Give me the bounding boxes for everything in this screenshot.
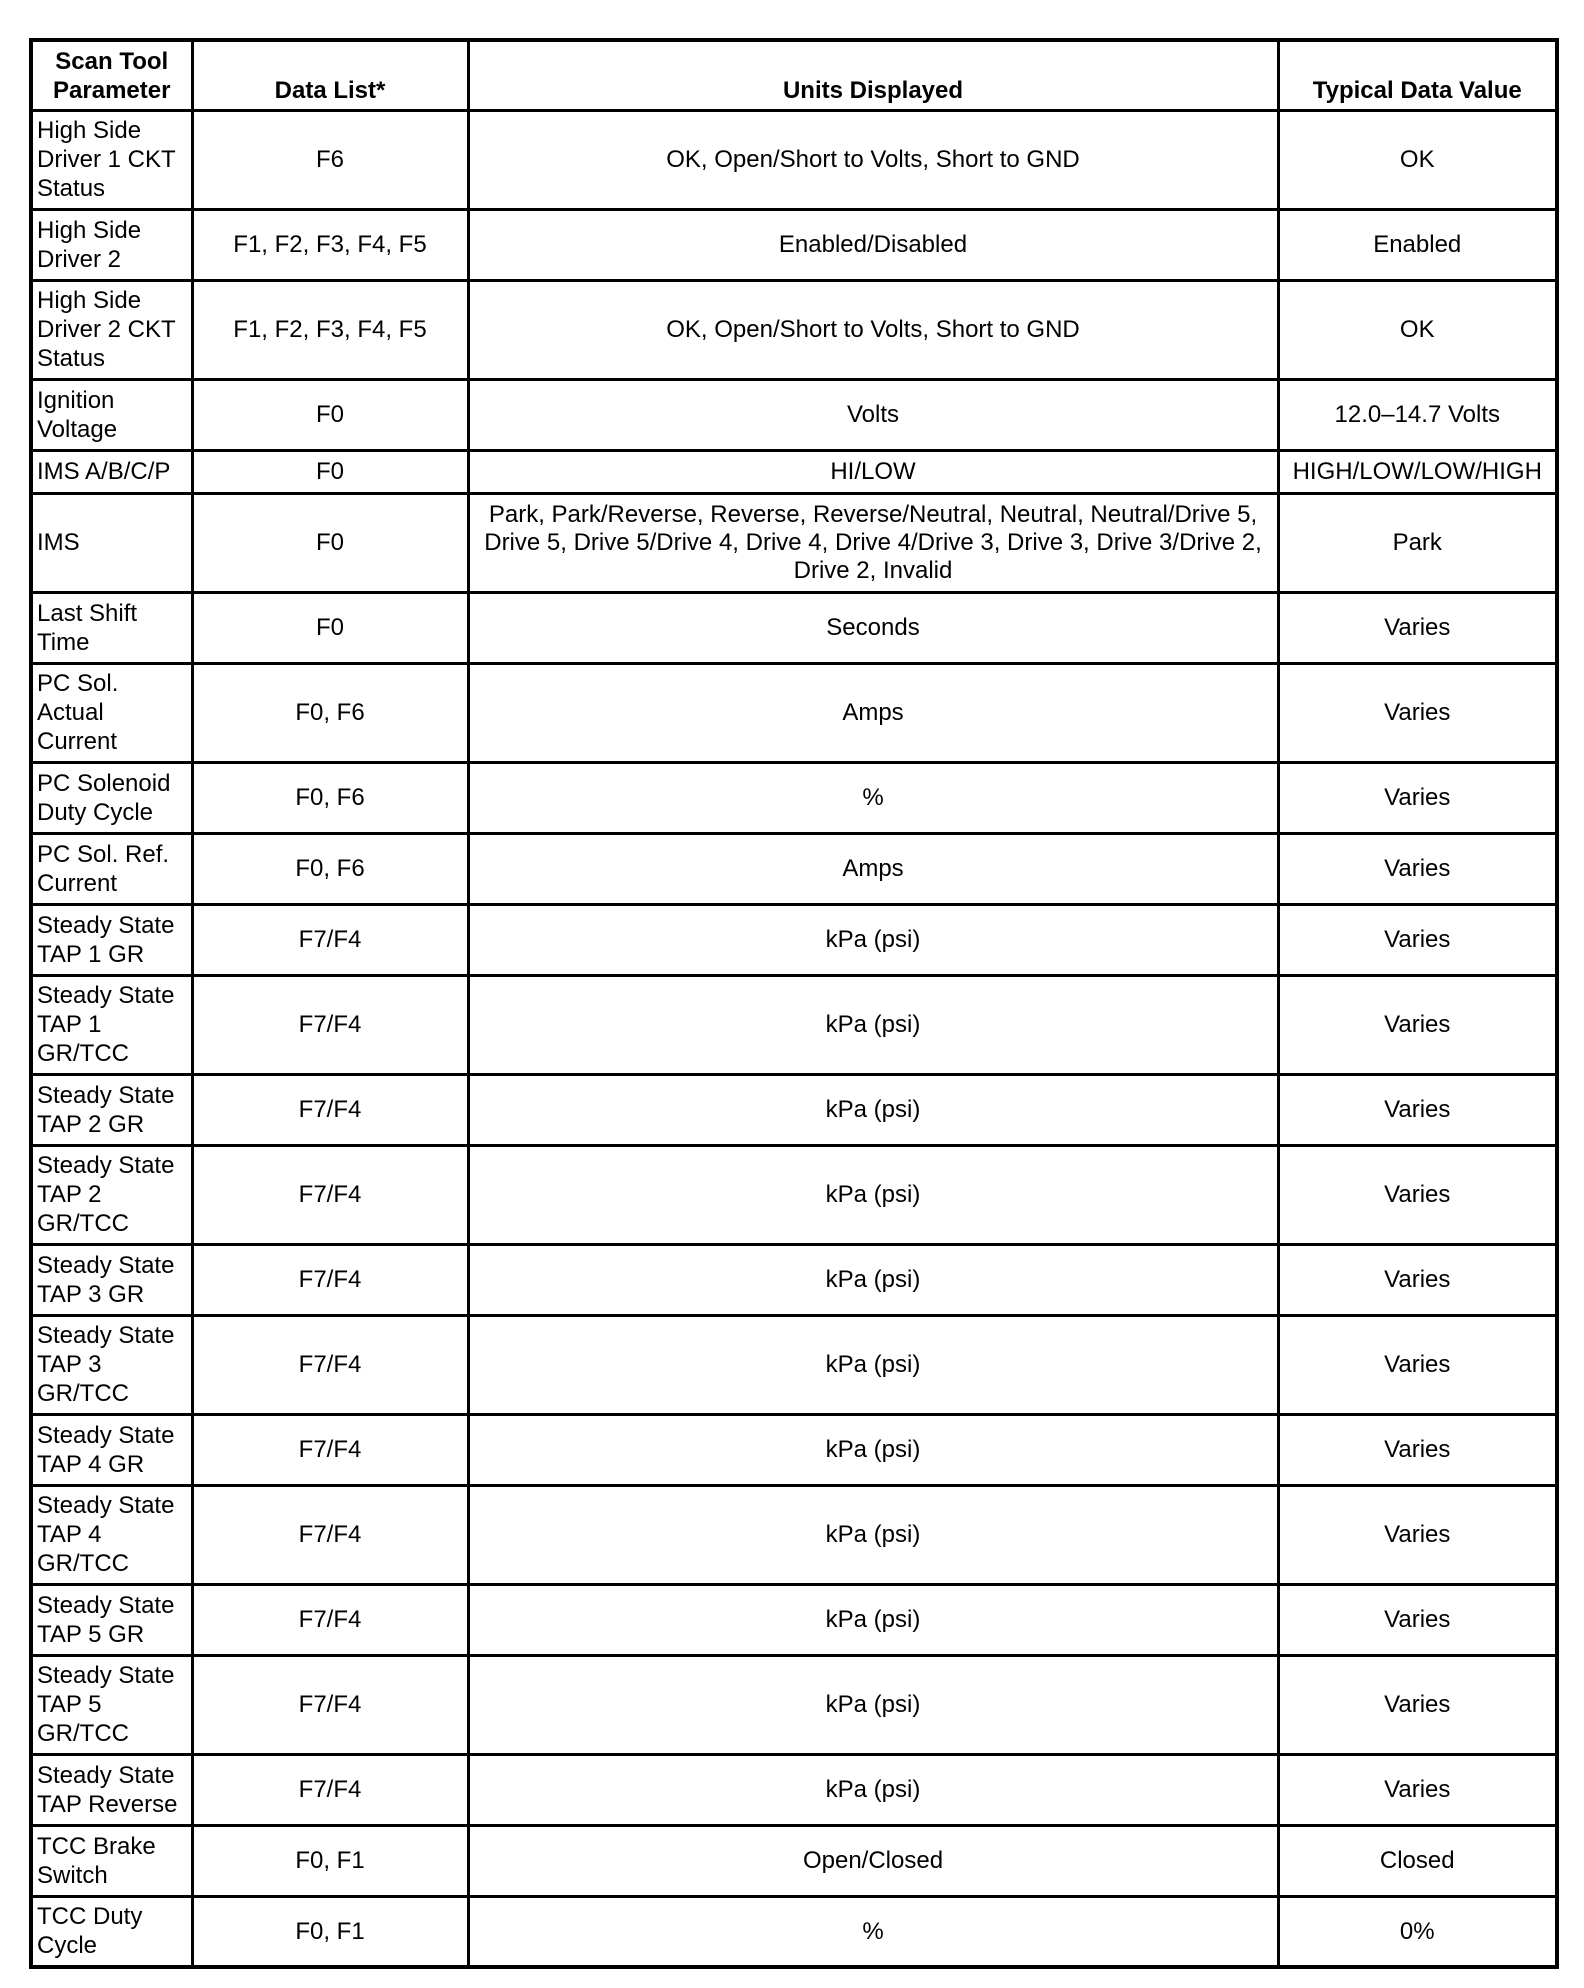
cell-typical: Varies (1278, 1655, 1557, 1754)
cell-typical: Varies (1278, 1244, 1557, 1315)
cell-parameter: Steady State TAP 2 GR/TCC (31, 1145, 192, 1244)
header-row (31, 40, 1557, 110)
table-body (31, 110, 1557, 1967)
cell-data-list: F7/F4 (192, 1074, 468, 1145)
cell-units: Park, Park/Reverse, Reverse, Reverse/Neutral, Neutral, Neutral/Drive 5, Drive 5, Drive 5/Drive 4, Drive 4, Drive 4/Drive 3, Drive 3, Drive 3/Drive 2, Drive 2, Invalid (468, 493, 1278, 592)
cell-units: % (468, 762, 1278, 833)
table-row (31, 975, 1557, 1074)
cell-typical: Closed (1278, 1825, 1557, 1896)
cell-units: kPa (psi) (468, 1485, 1278, 1584)
table-row (31, 280, 1557, 379)
cell-units: kPa (psi) (468, 1414, 1278, 1485)
table-row (31, 1244, 1557, 1315)
cell-units: kPa (psi) (468, 1754, 1278, 1825)
header-scan-tool-parameter: Scan Tool Parameter (31, 40, 192, 110)
cell-typical: Varies (1278, 1584, 1557, 1655)
cell-data-list: F0 (192, 379, 468, 450)
cell-data-list: F7/F4 (192, 1754, 468, 1825)
table-header (31, 40, 1557, 110)
cell-parameter: Steady State TAP 3 GR (31, 1244, 192, 1315)
cell-units: Amps (468, 663, 1278, 762)
cell-data-list: F0, F6 (192, 762, 468, 833)
cell-parameter: Steady State TAP 5 GR (31, 1584, 192, 1655)
cell-data-list: F0, F6 (192, 833, 468, 904)
table-row (31, 1414, 1557, 1485)
cell-typical: OK (1278, 280, 1557, 379)
cell-data-list: F7/F4 (192, 975, 468, 1074)
table-row (31, 1754, 1557, 1825)
cell-typical: Varies (1278, 1485, 1557, 1584)
cell-units: kPa (psi) (468, 1584, 1278, 1655)
table-row (31, 1896, 1557, 1967)
cell-data-list: F7/F4 (192, 1145, 468, 1244)
table-row (31, 1074, 1557, 1145)
cell-data-list: F0, F1 (192, 1825, 468, 1896)
cell-units: Seconds (468, 592, 1278, 663)
cell-data-list: F6 (192, 110, 468, 209)
cell-parameter: Steady State TAP 3 GR/TCC (31, 1315, 192, 1414)
cell-parameter: Steady State TAP 4 GR/TCC (31, 1485, 192, 1584)
cell-parameter: Ignition Voltage (31, 379, 192, 450)
cell-data-list: F0, F1 (192, 1896, 468, 1967)
cell-typical: Varies (1278, 1145, 1557, 1244)
scan-tool-data-table (29, 38, 1559, 1969)
cell-parameter: Steady State TAP 1 GR (31, 904, 192, 975)
cell-parameter: Steady State TAP 1 GR/TCC (31, 975, 192, 1074)
cell-typical: Varies (1278, 1315, 1557, 1414)
table-row (31, 110, 1557, 209)
cell-parameter: PC Sol. Ref. Current (31, 833, 192, 904)
cell-parameter: Last Shift Time (31, 592, 192, 663)
cell-units: OK, Open/Short to Volts, Short to GND (468, 280, 1278, 379)
cell-units: HI/LOW (468, 450, 1278, 493)
cell-typical: Varies (1278, 1074, 1557, 1145)
cell-data-list: F7/F4 (192, 1584, 468, 1655)
cell-typical: Varies (1278, 592, 1557, 663)
cell-data-list: F1, F2, F3, F4, F5 (192, 280, 468, 379)
cell-data-list: F7/F4 (192, 1655, 468, 1754)
cell-parameter: IMS (31, 493, 192, 592)
cell-data-list: F7/F4 (192, 1485, 468, 1584)
table-row (31, 493, 1557, 592)
cell-typical: Varies (1278, 762, 1557, 833)
cell-data-list: F1, F2, F3, F4, F5 (192, 209, 468, 280)
table-row (31, 1584, 1557, 1655)
cell-parameter: IMS A/B/C/P (31, 450, 192, 493)
cell-typical: HIGH/LOW/LOW/HIGH (1278, 450, 1557, 493)
table-row (31, 1485, 1557, 1584)
cell-units: Open/Closed (468, 1825, 1278, 1896)
cell-parameter: Steady State TAP 2 GR (31, 1074, 192, 1145)
cell-units: kPa (psi) (468, 1315, 1278, 1414)
header-data-list: Data List* (192, 40, 468, 110)
table-row (31, 663, 1557, 762)
cell-data-list: F7/F4 (192, 904, 468, 975)
table-row (31, 1825, 1557, 1896)
cell-units: Enabled/Disabled (468, 209, 1278, 280)
header-units-displayed: Units Displayed (468, 40, 1278, 110)
cell-units: OK, Open/Short to Volts, Short to GND (468, 110, 1278, 209)
table-row (31, 450, 1557, 493)
cell-data-list: F0, F6 (192, 663, 468, 762)
cell-units: kPa (psi) (468, 1655, 1278, 1754)
cell-typical: Varies (1278, 975, 1557, 1074)
cell-parameter: High Side Driver 2 (31, 209, 192, 280)
table-row (31, 904, 1557, 975)
cell-typical: Varies (1278, 663, 1557, 762)
cell-units: kPa (psi) (468, 975, 1278, 1074)
cell-typical: Varies (1278, 904, 1557, 975)
cell-data-list: F7/F4 (192, 1315, 468, 1414)
table-row (31, 762, 1557, 833)
cell-typical: Park (1278, 493, 1557, 592)
cell-typical: 12.0–14.7 Volts (1278, 379, 1557, 450)
cell-units: kPa (psi) (468, 904, 1278, 975)
cell-data-list: F7/F4 (192, 1414, 468, 1485)
cell-parameter: Steady State TAP 4 GR (31, 1414, 192, 1485)
cell-units: % (468, 1896, 1278, 1967)
cell-units: kPa (psi) (468, 1244, 1278, 1315)
cell-data-list: F0 (192, 493, 468, 592)
cell-typical: 0% (1278, 1896, 1557, 1967)
table-row (31, 1655, 1557, 1754)
cell-parameter: TCC Brake Switch (31, 1825, 192, 1896)
table-row (31, 1315, 1557, 1414)
cell-parameter: PC Sol. Actual Current (31, 663, 192, 762)
table-row (31, 833, 1557, 904)
cell-parameter: Steady State TAP 5 GR/TCC (31, 1655, 192, 1754)
cell-typical: OK (1278, 110, 1557, 209)
cell-data-list: F0 (192, 592, 468, 663)
cell-typical: Varies (1278, 833, 1557, 904)
cell-units: kPa (psi) (468, 1074, 1278, 1145)
cell-parameter: TCC Duty Cycle (31, 1896, 192, 1967)
cell-typical: Varies (1278, 1414, 1557, 1485)
cell-parameter: Steady State TAP Reverse (31, 1754, 192, 1825)
cell-units: Volts (468, 379, 1278, 450)
table-row (31, 209, 1557, 280)
cell-parameter: High Side Driver 2 CKT Status (31, 280, 192, 379)
table-row (31, 379, 1557, 450)
cell-units: kPa (psi) (468, 1145, 1278, 1244)
cell-data-list: F0 (192, 450, 468, 493)
cell-typical: Enabled (1278, 209, 1557, 280)
cell-data-list: F7/F4 (192, 1244, 468, 1315)
cell-parameter: High Side Driver 1 CKT Status (31, 110, 192, 209)
table-row (31, 1145, 1557, 1244)
cell-typical: Varies (1278, 1754, 1557, 1825)
cell-parameter: PC Solenoid Duty Cycle (31, 762, 192, 833)
table-row (31, 592, 1557, 663)
header-typical-data-value: Typical Data Value (1278, 40, 1557, 110)
cell-units: Amps (468, 833, 1278, 904)
